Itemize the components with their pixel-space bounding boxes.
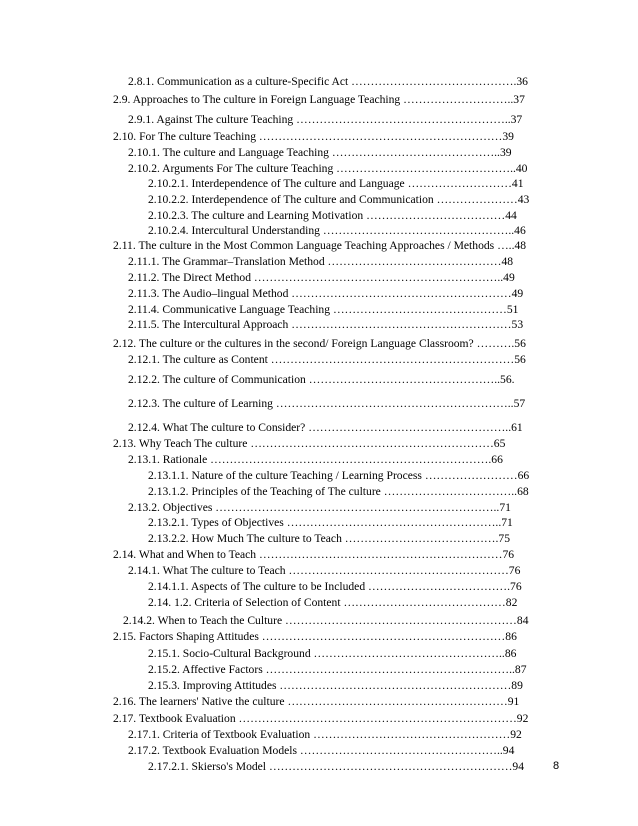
toc-leader-dots: ………………………………………….. <box>313 647 505 660</box>
toc-leader-dots: …………………………………………………… <box>279 679 512 692</box>
toc-entry <box>148 469 560 483</box>
toc-entry <box>128 75 560 89</box>
toc-entry-title: 2.11.5. The Intercultural Approach <box>128 318 292 331</box>
toc-entry-title: 2.17. Textbook Evaluation <box>113 712 239 725</box>
toc-entry-title: 2.10. For The culture Teaching <box>113 130 259 143</box>
toc-entry-title: 2.14.2. When to Teach the Culture <box>123 614 286 627</box>
toc-entry-title: 2.15.3. Improving Attitudes <box>148 679 280 692</box>
toc-entry-page: 71 <box>501 516 513 529</box>
toc-entry-title: 2.12. The culture or the cultures in the second/ Foreign Language Classroom? <box>113 337 477 350</box>
toc-leader-dots: …………………………………… <box>343 596 506 609</box>
toc-leader-dots: ……………………………………………………… <box>261 630 506 643</box>
toc-leader-dots: ………………………………………………… <box>287 695 508 708</box>
toc-entry-title: 2.12.1. The culture as Content <box>128 353 271 366</box>
toc-entry-title: 2.12.3. The culture of Learning <box>128 397 276 410</box>
toc-leader-dots: ……………………………………………………… <box>258 130 503 143</box>
toc-leader-dots: ………………………………………………… <box>291 318 512 331</box>
toc-entry-page: 82 <box>505 596 518 609</box>
toc-entry <box>128 421 560 435</box>
toc-entry <box>128 397 560 411</box>
page-number: 8 <box>553 760 560 772</box>
toc-entry-page: 87 <box>514 663 527 676</box>
toc-leader-dots: ……………………………………… <box>327 255 502 268</box>
toc-leader-dots: ….. <box>497 239 515 252</box>
toc-leader-dots: ……………………………………………………… <box>268 760 513 773</box>
toc-entry-title: 2.13. Why Teach The culture <box>113 437 251 450</box>
toc-entry-page: 76 <box>508 564 521 577</box>
toc-entry <box>113 695 560 709</box>
toc-leader-dots: ………………………………. <box>368 580 511 593</box>
toc-entry <box>128 453 560 467</box>
toc-entry <box>128 501 560 515</box>
toc-entry-title: 2.13.1.1. Nature of the culture Teaching / Learning Process <box>148 469 425 482</box>
toc-entry <box>128 287 560 301</box>
toc-entry-title: 2.15.1. Socio-Cultural Background <box>148 647 314 660</box>
toc-entry-page: 56 <box>514 353 526 366</box>
toc-entry <box>128 564 560 578</box>
toc-entry <box>113 130 560 144</box>
toc-leader-dots: ……………………………………………….. <box>286 516 502 529</box>
toc-entry-page: 66 <box>517 469 530 482</box>
toc-entry <box>113 548 560 562</box>
toc-entry-page: 49 <box>511 287 524 300</box>
toc-entry-title: 2.11.2. The Direct Method <box>128 271 254 284</box>
toc-entry-title: 2.14.1.1. Aspects of The culture to be Included <box>148 580 369 593</box>
toc-leader-dots: ……………………………………… <box>332 303 507 316</box>
toc-entry-page: 65 <box>493 437 506 450</box>
toc-entry-page: 51 <box>506 303 519 316</box>
toc-entry-title: 2.10.2.2. Interdependence of The culture and Communication <box>148 193 437 206</box>
toc-entry-title: 2.14.1. What The culture to Teach <box>128 564 289 577</box>
toc-entry-title: 2.14. 1.2. Criteria of Selection of Content <box>148 596 344 609</box>
toc-leader-dots: ……………………………………………………….. <box>253 271 504 284</box>
toc-leader-dots: ………………… <box>436 193 518 206</box>
toc-entry-page: 61 <box>511 421 523 434</box>
toc-entry-title: 2.10.2.3. The culture and Learning Motivation <box>148 209 367 222</box>
toc-entry-page: 89 <box>511 679 523 692</box>
toc-entry <box>128 728 560 742</box>
toc-entry <box>128 255 560 269</box>
toc-entry <box>148 596 560 610</box>
toc-entry-page: 91 <box>507 695 520 708</box>
toc-entry <box>128 162 560 176</box>
toc-entry-title: 2.17.2.1. Skierso's Model <box>148 760 269 773</box>
toc-entry-page: 39 <box>502 130 514 143</box>
toc-entry-title: 2.10.1. The culture and Language Teaching <box>128 146 332 159</box>
toc-leader-dots: …………………………………………….. <box>299 744 503 757</box>
toc-entry <box>148 760 560 774</box>
toc-leader-dots: ……………………………………………………… <box>259 548 503 561</box>
toc-entry-page: 53 <box>511 318 524 331</box>
toc-entry <box>128 318 560 332</box>
toc-entry-page: 76 <box>510 580 522 593</box>
toc-entry <box>113 437 560 451</box>
toc-leader-dots: ……………………….. <box>403 93 514 106</box>
toc-leader-dots: ………. <box>476 337 515 350</box>
toc-entry-title: 2.14. What and When to Teach <box>113 548 260 561</box>
toc-entry <box>123 614 560 628</box>
toc-entry-page: 37 <box>510 113 523 126</box>
toc-entry-page: 36 <box>516 75 528 88</box>
toc-entry <box>148 209 560 223</box>
toc-leader-dots: ……………………………………………………………… <box>238 712 517 725</box>
toc-leader-dots: …………………………………………………… <box>285 614 517 627</box>
toc-entry-title: 2.11.1. The Grammar–Translation Method <box>128 255 328 268</box>
toc-leader-dots: ……………………………………………………… <box>270 353 515 366</box>
toc-entry-page: 46 <box>514 224 526 237</box>
toc-entry-title: 2.9. Approaches to The culture in Foreign Language Teaching <box>113 93 404 106</box>
toc-entry-page: 68 <box>517 485 529 498</box>
toc-entry <box>148 224 560 238</box>
toc-leader-dots: …………………………………….. <box>331 146 500 159</box>
toc-entry-title: 2.17.1. Criteria of Textbook Evaluation <box>128 728 314 741</box>
toc-entry <box>148 516 560 530</box>
toc-entry <box>128 271 560 285</box>
toc-entry-page: 75 <box>498 532 510 545</box>
toc-entry-title: 2.13.1. Rationale <box>128 453 211 466</box>
toc-entry <box>148 485 560 499</box>
toc-entry-title: 2.10.2.1. Interdependence of The culture and Language <box>148 177 408 190</box>
toc-leader-dots: ………………………………………….. <box>308 373 501 386</box>
toc-leader-dots: ………………………………………………… <box>288 564 509 577</box>
toc-entry-page: 66 <box>491 453 503 466</box>
toc-leader-dots: ……………………………………….. <box>336 162 516 175</box>
toc-entry <box>113 712 560 726</box>
toc-entry-page: 39 <box>499 146 512 159</box>
toc-leader-dots: ……………………………………………………….. <box>265 663 515 676</box>
toc-leader-dots: …………………………….. <box>383 485 518 498</box>
toc-entry-page: 43 <box>517 193 530 206</box>
toc-leader-dots: ………………………………………….. <box>322 224 515 237</box>
toc-entry-page: 56 <box>514 337 526 350</box>
toc-entry <box>128 744 560 758</box>
toc-leader-dots: …………………………………………… <box>313 728 511 741</box>
toc-entry-title: 2.13.2.2. How Much The culture to Teach <box>148 532 345 545</box>
toc-entry-page: 76 <box>502 548 515 561</box>
toc-entry-title: 2.8.1. Communication as a culture-Specific Act <box>128 75 352 88</box>
toc-leader-dots: …………………………………. <box>344 532 499 545</box>
toc-entry <box>148 580 560 594</box>
toc-leader-dots: …………………………………………….. <box>308 421 512 434</box>
toc-entry <box>128 373 560 387</box>
toc-leader-dots: ……………………………………………………… <box>250 437 494 450</box>
toc-entry-title: 2.11.3. The Audio–lingual Method <box>128 287 292 300</box>
toc-entry-title: 2.12.4. What The culture to Consider? <box>128 421 309 434</box>
toc-entry-page: 92 <box>516 712 529 725</box>
toc-entry <box>148 193 560 207</box>
toc-entry-page: 37 <box>513 93 525 106</box>
toc-entry-page: 86 <box>505 630 517 643</box>
toc-leader-dots: ………………………………………………… <box>291 287 512 300</box>
toc-entry-page: 94 <box>502 744 515 757</box>
toc-leader-dots: ………………………………………………………………. <box>210 453 492 466</box>
toc-entry <box>113 239 560 253</box>
toc-entry-page: 57 <box>513 397 526 410</box>
toc-entry-title: 2.13.1.2. Principles of the Teaching of The culture <box>148 485 384 498</box>
toc-entry <box>148 532 560 546</box>
toc-entry-page: 71 <box>499 501 511 514</box>
toc-entry <box>113 93 560 107</box>
toc-entry <box>128 353 560 367</box>
toc-entry-title: 2.12.2. The culture of Communication <box>128 373 309 386</box>
toc-entry-page: 94 <box>512 760 524 773</box>
toc-leader-dots: …………………………………………………….. <box>275 397 514 410</box>
toc-entry <box>148 663 560 677</box>
toc-entry-title: 2.9.1. Against The culture Teaching <box>128 113 297 126</box>
toc-entry <box>148 647 560 661</box>
toc-entry-title: 2.11. The culture in the Most Common Language Teaching Approaches / Methods <box>113 239 498 252</box>
toc-entry-page: 86 <box>504 647 517 660</box>
toc-entry-page: 48 <box>514 239 527 252</box>
toc-entry-title: 2.13.2.1. Types of Objectives <box>148 516 287 529</box>
toc-entry-page: 56. <box>500 373 515 386</box>
toc-entry-title: 2.11.4. Communicative Language Teaching <box>128 303 333 316</box>
toc-entry-page: 40 <box>515 162 528 175</box>
toc-entry-page: 92 <box>510 728 522 741</box>
toc-entry <box>148 679 560 693</box>
toc-leader-dots: ……………………………………………….. <box>296 113 511 126</box>
toc-leader-dots: ……………………………………. <box>351 75 517 88</box>
toc-entry-title: 2.16. The learners' Native the culture <box>113 695 288 708</box>
toc-entry-page: 41 <box>511 177 524 190</box>
toc-entry <box>128 113 560 127</box>
toc-entry-page: 44 <box>505 209 517 222</box>
toc-leader-dots: ……………………………… <box>366 209 506 222</box>
toc-entry-title: 2.10.2. Arguments For The culture Teaching <box>128 162 337 175</box>
toc-entry-page: 48 <box>501 255 514 268</box>
toc-entry <box>113 337 560 351</box>
toc-leader-dots: ……………………… <box>407 177 512 190</box>
toc-entry <box>113 630 560 644</box>
toc-entry-title: 2.10.2.4. Intercultural Understanding <box>148 224 323 237</box>
toc-entry-page: 84 <box>516 614 529 627</box>
toc-leader-dots: ……………………………………………………………….. <box>215 501 500 514</box>
toc-entry <box>128 146 560 160</box>
toc-entry <box>128 303 560 317</box>
toc-entry-title: 2.15. Factors Shaping Attitudes <box>113 630 262 643</box>
toc-leader-dots: …………………… <box>424 469 518 482</box>
toc-entry-page: 49 <box>503 271 515 284</box>
toc-entry-title: 2.17.2. Textbook Evaluation Models <box>128 744 300 757</box>
toc-entry <box>148 177 560 191</box>
toc-entry-title: 2.15.2. Affective Factors <box>148 663 266 676</box>
toc-entry-title: 2.13.2. Objectives <box>128 501 216 514</box>
